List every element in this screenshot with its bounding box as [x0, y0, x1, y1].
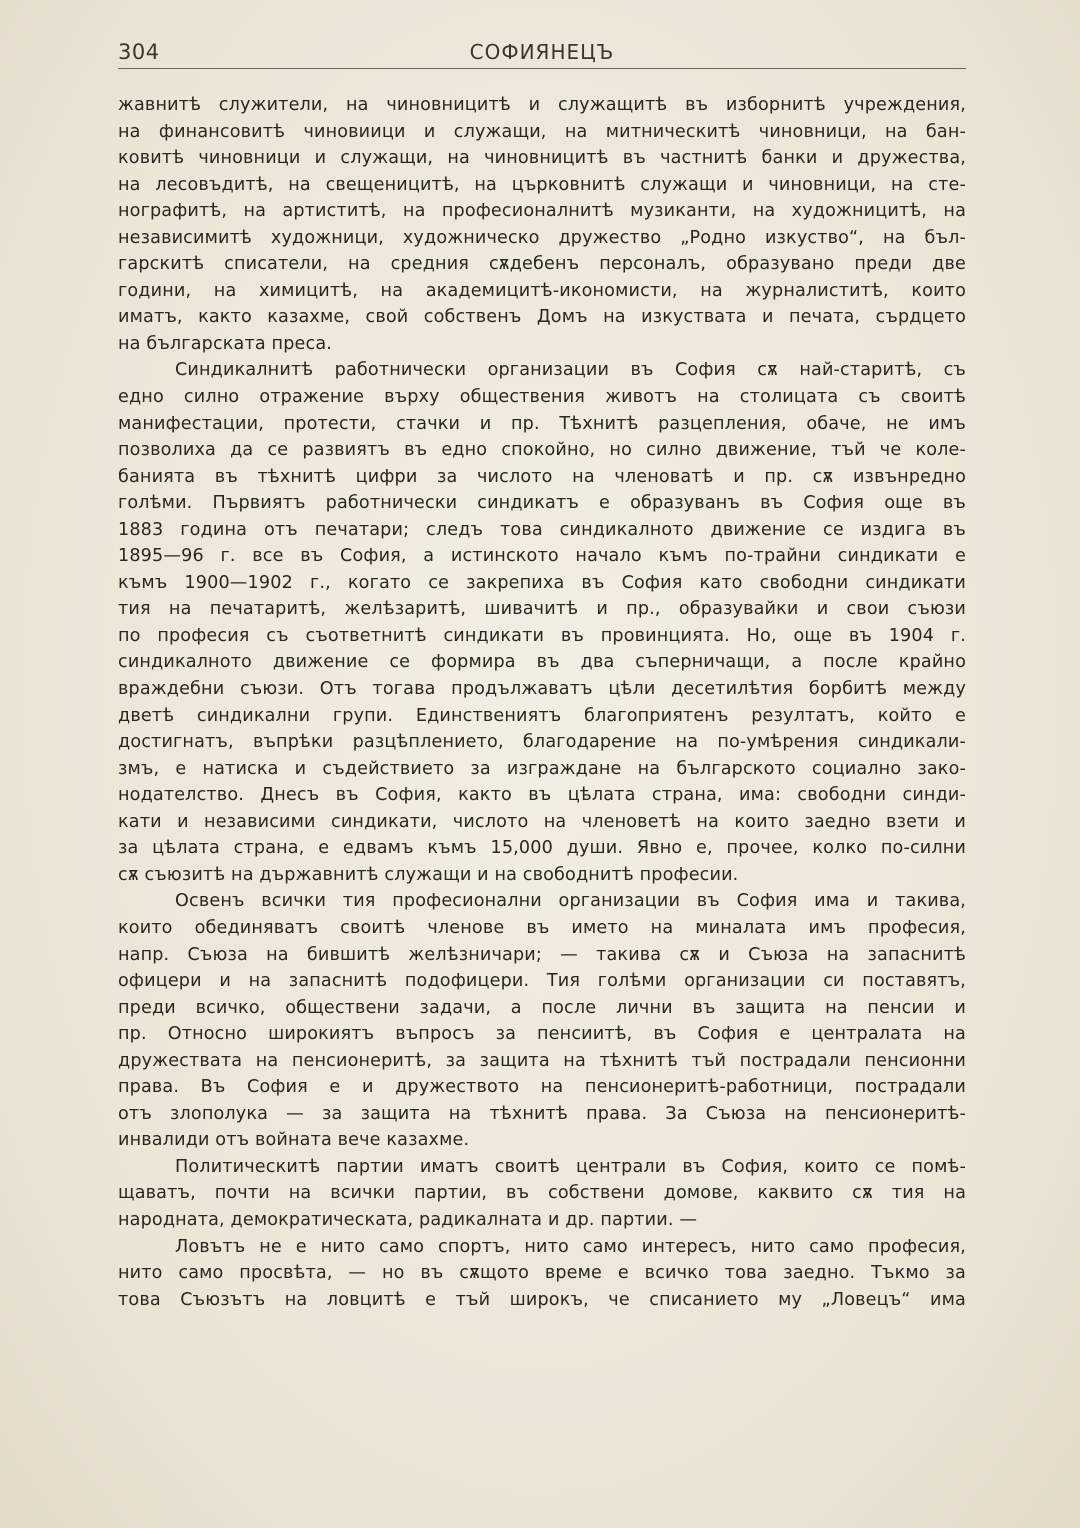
text-line: 1895—96 г. все въ София, а истинското начало къмъ по-трайни синдикати е [118, 546, 966, 567]
text-line: иматъ, както казахме, свой собственъ Домъ на изкуствата и печата, сърдцето [118, 307, 966, 328]
text-line: ковитѣ чиновници и служащи, на чиновницитѣ въ частнитѣ банки и дружества, [118, 148, 966, 169]
text-line: народната, демократическата, радикалната и др. партии. — [118, 1209, 698, 1230]
text-line: нодателство. Днесъ въ София, както въ цѣлата страна, има: свободни синди- [118, 785, 966, 806]
paragraph [118, 92, 966, 357]
text-line: дружествата на пенсионеритѣ, за защита на тѣхнитѣ тъй пострадали пенсионни [118, 1050, 966, 1071]
text-line: манифестации, протести, стачки и пр. Тѣхнитѣ разцепления, обаче, не имъ [118, 413, 966, 434]
text-line: позволиха да се развиятъ въ едно спокойно, но силно движение, тъй че коле- [118, 440, 966, 461]
text-line: Освенъ всички тия професионални организации въ София има и такива, [175, 891, 966, 912]
text-line: щаватъ, почти на всички партии, въ собствени домове, каквито сѫ тия на [118, 1183, 966, 1204]
text-line: синдикалното движение се формира въ два съперничащи, а после крайно [118, 652, 966, 673]
text-line: отъ злополука — за защита на тѣхнитѣ права. За Съюза на пенсионеритѣ- [118, 1103, 966, 1124]
text-line: Ловътъ не е нито само спортъ, нито само интересъ, нито само професия, [175, 1236, 966, 1257]
text-line: гарскитѣ списатели, на средния сѫдебенъ персоналъ, образувано преди две [118, 254, 966, 275]
text-line: сѫ съюзитѣ на държавнитѣ служащи и на свободнитѣ професии. [118, 864, 739, 885]
text-line: на финансовитѣ чиновиици и служащи, на митническитѣ чиновници, на бан- [118, 121, 966, 142]
text-line: Синдикалнитѣ работнически организации въ София сѫ най-старитѣ, съ [175, 360, 966, 381]
text-line: които обединяватъ своитѣ членове въ името на миналата имъ професия, [118, 917, 966, 938]
body-text [118, 92, 966, 1313]
text-line: преди всичко, обществени задачи, а после лични въ защита на пенсии и [118, 997, 966, 1018]
page-number: 304 [118, 40, 160, 64]
text-line: достигнатъ, въпрѣки разцѣплението, благодарение на по-умѣрения синдикали- [118, 732, 966, 753]
paragraph [118, 888, 966, 1153]
running-title: СОФИЯНЕЦЪ [469, 40, 615, 64]
text-line: змъ, е натиска и съдействието за изграждане на българското социално зако- [118, 758, 966, 779]
paragraph [118, 357, 966, 888]
text-line: враждебни съюзи. Отъ тогава продължаватъ цѣли десетилѣтия борбитѣ между [118, 679, 966, 700]
text-line: години, на химицитѣ, на академицитѣ-икономисти, на журналиститѣ, които [118, 280, 966, 301]
paragraph [118, 1154, 966, 1234]
text-line: на българската преса. [118, 333, 332, 354]
text-line: нографитѣ, на артиститѣ, на професионалнитѣ музиканти, на художницитѣ, на [118, 201, 966, 222]
text-line: пр. Относно широкиятъ въпросъ за пенсиитѣ, въ София е централата на [118, 1024, 966, 1045]
text-line: 1883 година отъ печатари; следъ това синдикалното движение се издига въ [118, 519, 966, 540]
text-line: за цѣлата страна, е едвамъ къмъ 15,000 души. Явно е, прочее, колко по-силни [118, 838, 966, 859]
text-line: жавнитѣ служители, на чиновницитѣ и служащитѣ въ изборнитѣ учреждения, [118, 95, 966, 115]
text-line: права. Въ София е и дружеството на пенсионеритѣ-работници, пострадали [118, 1077, 966, 1098]
text-line: офицери и на запаснитѣ подофицери. Тия голѣми организации си поставятъ, [118, 971, 966, 992]
text-line: това Съюзътъ на ловцитѣ е тъй широкъ, че списанието му „Ловецъ“ има [118, 1289, 966, 1310]
text-line: банията въ тѣхнитѣ цифри за числото на членоватѣ и пр. сѫ извънредно [118, 466, 966, 487]
text-line: двeтѣ синдикални групи. Единствениятъ благоприятенъ резултатъ, който е [118, 705, 966, 726]
text-line: по професия съ съответнитѣ синдикати въ провинцията. Но, още въ 1904 г. [118, 625, 966, 646]
paragraph [118, 1234, 966, 1314]
text-line: къмъ 1900—1902 г., когато се закрепиха въ София като свободни синдикати [118, 572, 966, 593]
text-line: независимитѣ художници, художническо дружество „Родно изкуство“, на бъл- [118, 227, 966, 248]
text-line: тия на печатаритѣ, желѣзаритѣ, шивачитѣ и пр., образувайки и свои съюзи [118, 599, 966, 620]
page-header [118, 38, 966, 69]
text-line: Политическитѣ партии иматъ своитѣ централи въ София, които се помѣ- [175, 1156, 966, 1177]
text-line: кати и независими синдикати, числото на членоветѣ на които заедно взети и [118, 811, 966, 832]
text-line: напр. Съюза на бившитѣ желѣзничари; — такива сѫ и Съюза на запаснитѣ [118, 944, 966, 965]
text-line: на лесовъдитѣ, на свещеницитѣ, на църковнитѣ служащи и чиновници, на сте- [118, 174, 966, 195]
text-line: нито само просвѣта, — но въ сѫщото време е всичко това заедно. Тъкмо за [118, 1263, 966, 1284]
text-line: едно силно отражение върху обществения животъ на столицата съ своитѣ [118, 387, 966, 408]
text-line: голѣми. Първиятъ работнически синдикатъ е образуванъ въ София още въ [118, 493, 966, 514]
text-line: инвалиди отъ войната вече казахме. [118, 1130, 470, 1151]
